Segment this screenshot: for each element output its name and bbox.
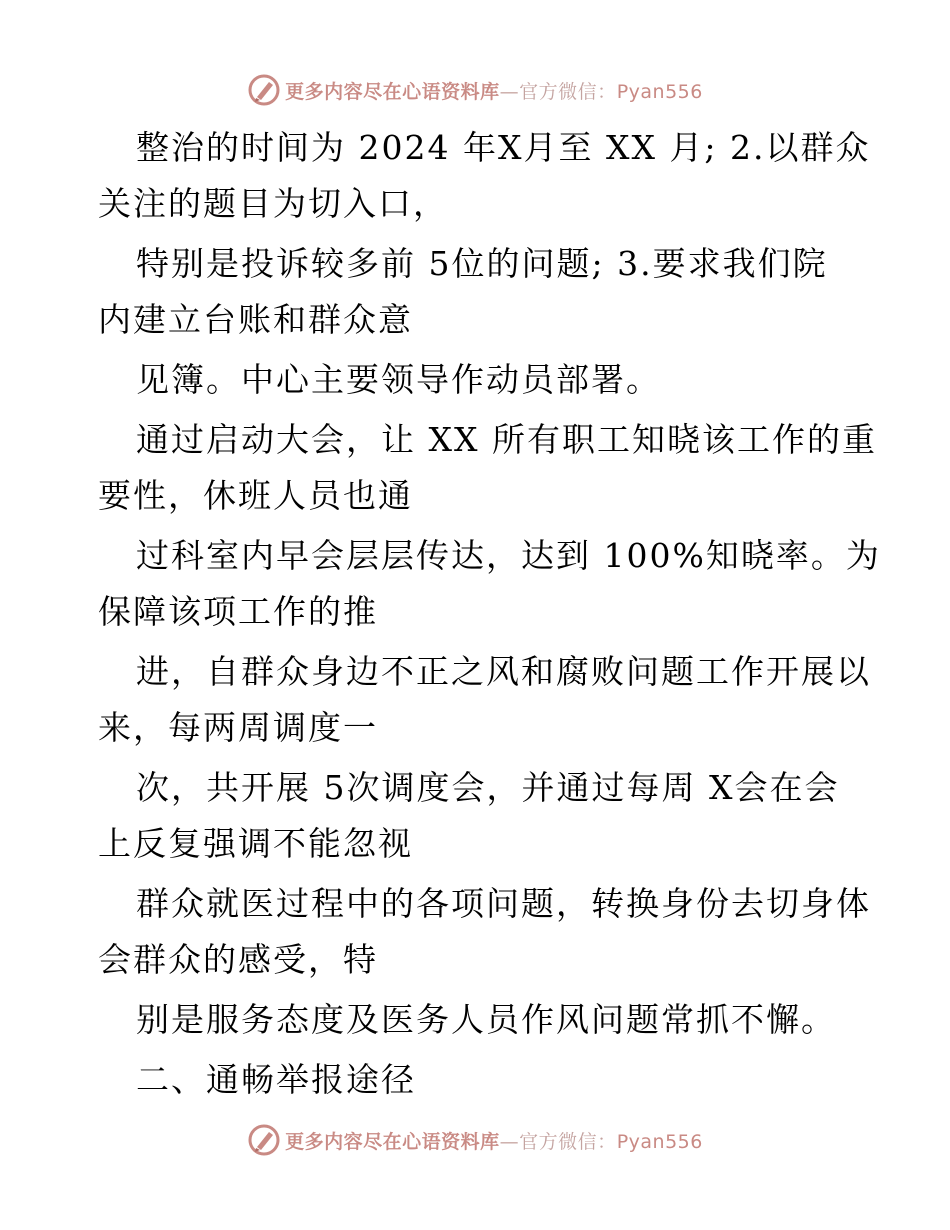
text-line: 关注的题目为切入口， [98,184,448,223]
brush-seal-icon [247,73,281,107]
text-line: 来，每两周调度一 [98,708,378,747]
watermark-main: 更多内容尽在心语资料库 [285,1130,500,1153]
text-line: 特别是投诉较多前 5位的问题; 3.要求我们院 [136,244,828,283]
watermark-separator: — [499,80,520,103]
text-line: 通过启动大会，让 XX 所有职工知晓该工作的重 [136,420,877,459]
brush-seal-icon [247,1123,281,1157]
text-line: 整治的时间为 2024 年X月至 XX 月; 2.以群众 [136,128,871,167]
watermark-official-label: 官方微信： [519,80,617,103]
text-line: 上反复强调不能忽视 [98,824,413,863]
text-line: 群众就医过程中的各项问题，转换身份去切身体 [136,884,871,923]
text-line: 会群众的感受，特 [98,940,378,979]
section-heading: 二、通畅举报途径 [136,1060,416,1099]
footer-watermark [0,1122,950,1158]
watermark-text [285,1127,703,1154]
watermark-main: 更多内容尽在心语资料库 [285,80,500,103]
text-line: 过科室内早会层层传达，达到 100%知晓率。为 [136,536,881,575]
text-line: 进，自群众身边不正之风和腐败问题工作开展以 [136,652,871,691]
text-line: 要性，休班人员也通 [98,476,413,515]
text-line: 次，共开展 5次调度会，并通过每周 X会在会 [136,768,840,807]
header-watermark [0,72,950,108]
watermark-official-label: 官方微信： [519,1130,617,1153]
watermark-handle: Pyan556 [616,1130,703,1153]
text-line: 内建立台账和群众意 [98,300,413,339]
text-line: 别是服务态度及医务人员作风问题常抓不懈。 [136,1000,836,1039]
watermark-separator: — [499,1130,520,1153]
text-line: 见簿。中心主要领导作动员部署。 [136,360,661,399]
watermark-text [285,77,703,104]
watermark-handle: Pyan556 [616,80,703,103]
text-line: 保障该项工作的推 [98,592,378,631]
